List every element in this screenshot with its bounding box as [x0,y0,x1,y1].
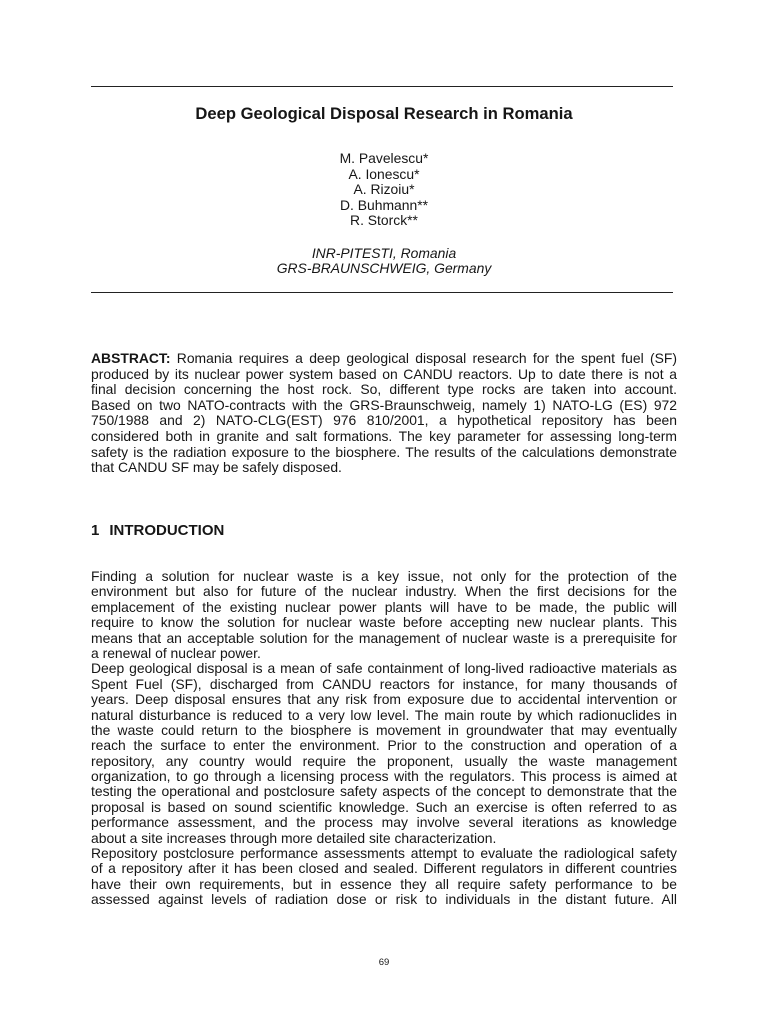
paragraph-line: have their own requirements, but in essence they all require safety performance to be [91,875,677,892]
paragraph-line: Spent Fuel (SF), discharged from CANDU reactors for instance, for many thousands of [91,675,677,692]
paragraph-line: a renewal of nuclear power. [91,644,261,661]
section-number: 1 [91,522,100,539]
author-name: M. Pavelescu* [339,150,429,166]
paragraph-line: performance assessment, and the process may involve several iterations as knowledge [91,814,677,831]
abstract-line: final decision concerning the host rock. So, different type rocks are taken into account. [91,381,677,398]
abstract-label: ABSTRACT: [91,350,171,366]
paragraph [91,661,677,846]
paragraph-line: of a repository after it has been closed and sealed. Different regulators in different countries [91,860,677,877]
author-name: R. Storck** [350,212,418,228]
paragraph [91,846,677,908]
paragraph-line: assessed against levels of radiation dose or risk to individuals in the distant future. All [91,891,677,908]
paragraph [91,569,677,661]
paragraph-line: natural disturbance is reduced to a very low level. The main route by which radionuclides in [91,706,677,723]
paragraph-line: emplacement of the existing nuclear power plants will have to be made, the public will [91,598,677,615]
paragraph-line: the waste could return to the biosphere is movement in groundwater that may eventually [91,721,677,738]
paragraph-line: years. Deep disposal ensures that any risk from exposure due to accidental intervention or [91,691,677,708]
page-number: 69 [378,957,390,968]
author-name: A. Rizoiu* [353,181,415,197]
paragraph-line: Finding a solution for nuclear waste is a key issue, not only for the protection of the [91,568,677,584]
abstract-line [91,351,677,367]
author-name: D. Buhmann** [339,196,429,213]
introduction-body [91,569,677,908]
affiliation: INR-PITESTI, Romania [311,244,457,261]
affiliation: GRS-BRAUNSCHWEIG, Germany [276,260,492,276]
page-title: Deep Geological Disposal Research in Romania [195,104,573,123]
abstract-line: 750/1988 and 2) NATO-CLG(EST) 976 810/2001, a hypothetical repository has been [91,412,677,429]
abstract-line: produced by its nuclear power system based on CANDU reactors. Up to date there is not a [91,365,677,382]
paragraph-line: means that an acceptable solution for the management of nuclear waste is a prerequisite for [91,629,677,646]
abstract-text: Romania requires a deep geological disposal research for the spent fuel (SF) [176,350,677,366]
paragraph-line: repository, any country would require the proponent, usually the waste management [91,752,677,769]
paragraph-line: proposal is based on sound scientific knowledge. Such an exercise is often referred to as [91,798,677,815]
paragraph-line: organization, to go through a licensing process with the regulators. This process is aimed at [91,768,677,785]
section-title: INTRODUCTION [109,522,225,539]
paragraph-line: reach the surface to enter the environment. Prior to the construction and operation of a [91,737,677,754]
abstract-line: that CANDU SF may be safely disposed. [91,459,342,476]
top-rule [91,86,673,87]
affiliation-list [0,246,768,277]
bottom-rule [91,292,673,293]
abstract [91,351,677,476]
paragraph-line: about a site increases through more detailed site characterization. [91,829,497,846]
abstract-line: safety is the radiation exposure to the biosphere. The results of the calculations demonstrate [91,443,677,460]
author-list [0,151,768,229]
paragraph-line: environment but also for future of the nuclear industry. When the first decisions for the [91,583,677,600]
paragraph-line: testing the operational and postclosure safety aspects of the concept to demonstrate that the [91,783,677,800]
paragraph-line: Deep geological disposal is a mean of safe containment of long-lived radioactive materials as [91,660,677,677]
paragraph-line: require to know the solution for nuclear waste before accepting new nuclear plants. This [91,614,677,631]
abstract-line: considered both in granite and salt formations. The key parameter for assessing long-term [91,427,677,444]
paragraph-line: Repository postclosure performance assessments attempt to evaluate the radiological safety [91,845,677,862]
abstract-line: Based on two NATO-contracts with the GRS-Braunschweig, namely 1) NATO-LG (ES) 972 [91,396,677,413]
section-heading [91,522,224,540]
author-name: A. Ionescu* [348,165,420,182]
